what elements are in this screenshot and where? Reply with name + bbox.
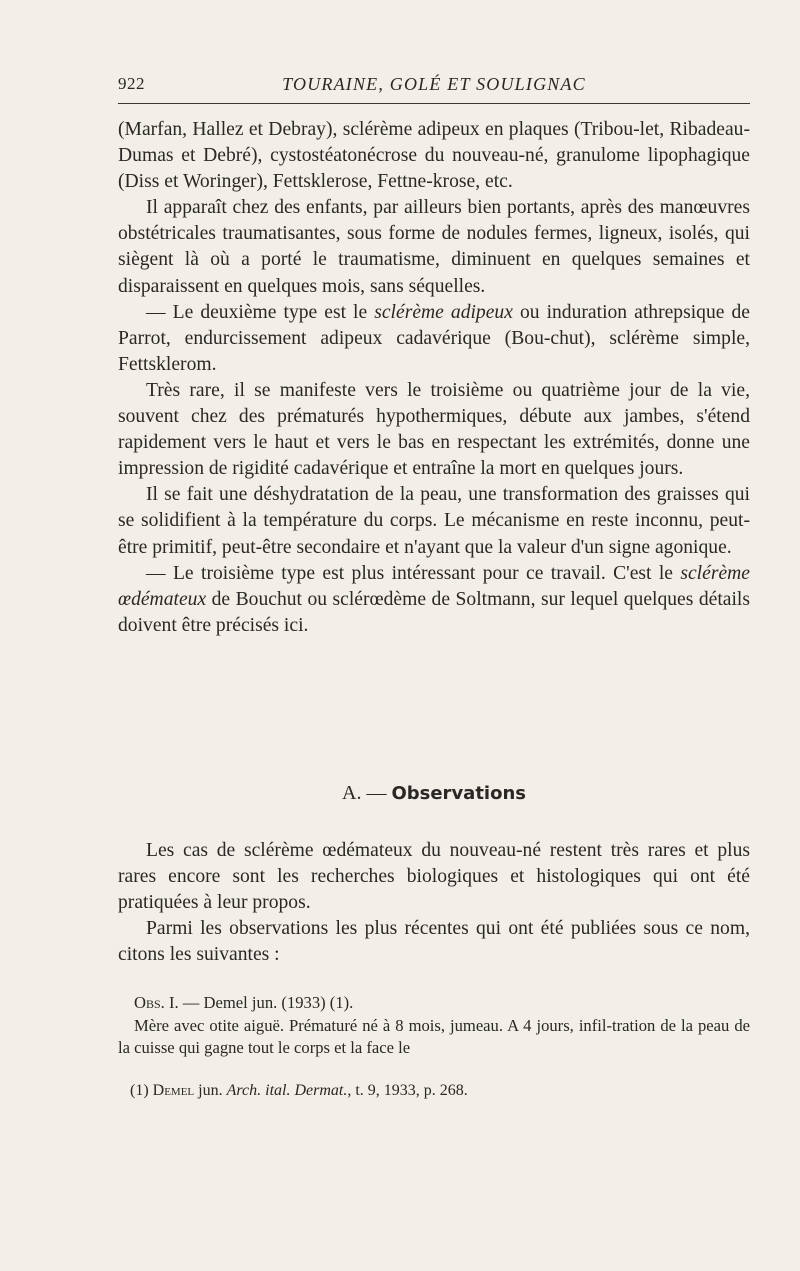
paragraph-6 — [118, 561, 750, 639]
footnote-author-rest: jun. — [194, 1082, 227, 1099]
paragraph-6-end: de Bouchut ou sclérœdème de Soltmann, sur lequel quelques détails doivent être précisés ici. — [118, 588, 750, 636]
italic-term-scleremae-oedemateux: sclérème œdémateux — [118, 562, 750, 610]
paragraph-3-end: ou induration athrepsique de Parrot, endurcissement adipeux cadavérique (Bou-chut), sclérème simple, Fettsklerom. — [118, 301, 750, 375]
paragraph-4: Très rare, il se manifeste vers le troisième ou quatrième jour de la vie, souvent chez des prématurés hypothermiques, débute aux jambes, s'étend rapidement vers le haut et vers le bas en respectant les extrémités, donne une impression de rigidité cadavérique et entraîne la mort en quelques jours. — [118, 379, 750, 480]
paragraph-5: Il se fait une déshydratation de la peau, une transformation des graisses qui se solidifient à la température du corps. Le mécanisme en reste inconnu, peut-être primitif, peut-être secondaire et n'ayant que la valeur d'un signe agonique. — [118, 484, 750, 558]
observation-heading — [118, 992, 750, 1015]
header-rule — [118, 103, 750, 104]
paragraph-3-start: — Le deuxième type est le — [146, 301, 375, 323]
section-title: Observations — [391, 783, 526, 804]
footnote-rest: , t. 9, 1933, p. 268. — [347, 1082, 468, 1099]
paragraph-8: Parmi les observations les plus récentes qui ont été publiées sous ce nom, citons les suivantes : — [118, 918, 750, 966]
section-label: A. — — [342, 782, 392, 804]
paragraph-6-start: — Le troisième type est plus intéressant pour ce travail. C'est le — [146, 562, 681, 584]
paragraph-2: Il apparaît chez des enfants, par ailleurs bien portants, après des manœuvres obstétricales traumatisantes, sous forme de nodules fermes, ligneux, isolés, qui siègent là où a porté le traumatisme, diminuent en quelques semaines et disparaissent en quelques mois, sans séquelles. — [118, 197, 750, 297]
page-number: 922 — [118, 74, 145, 93]
italic-term-scleremae-adipeux: sclérème adipeux — [374, 301, 513, 323]
footnote — [130, 1080, 750, 1102]
observation-block — [118, 992, 750, 1060]
paragraph-7: Les cas de sclérème œdémateux du nouveau-né restent très rares et plus rares encore sont les recherches biologiques et histologiques qui ont été pratiquées à leur propos. — [118, 840, 750, 914]
footnote-marker: (1) — [130, 1082, 153, 1099]
main-text — [118, 117, 750, 639]
section-heading — [118, 780, 750, 807]
page-header — [118, 72, 750, 100]
footnote-journal: Arch. ital. Dermat. — [226, 1082, 348, 1099]
section-text — [118, 838, 750, 968]
running-title: TOURAINE, GOLÉ ET SOULIGNAC — [282, 74, 586, 94]
paragraph-1: (Marfan, Hallez et Debray), sclérème adipeux en plaques (Tribou-let, Ribadeau-Dumas et Debré), cystostéatonécrose du nouveau-né, granulome lipophagique (Diss et Woringer), Fettsklerose, Fettne-krose, etc. — [118, 119, 750, 193]
observation-label: Obs. I. — [134, 993, 179, 1012]
observation-heading-rest: — Demel jun. (1933) (1). — [178, 993, 354, 1012]
paragraph-3 — [118, 300, 750, 378]
observation-text: Mère avec otite aiguë. Prématuré né à 8 mois, jumeau. A 4 jours, infil-tration de la peau de la cuisse qui gagne tout le corps et la face le — [118, 1015, 750, 1058]
footnote-author: Demel — [152, 1082, 195, 1099]
